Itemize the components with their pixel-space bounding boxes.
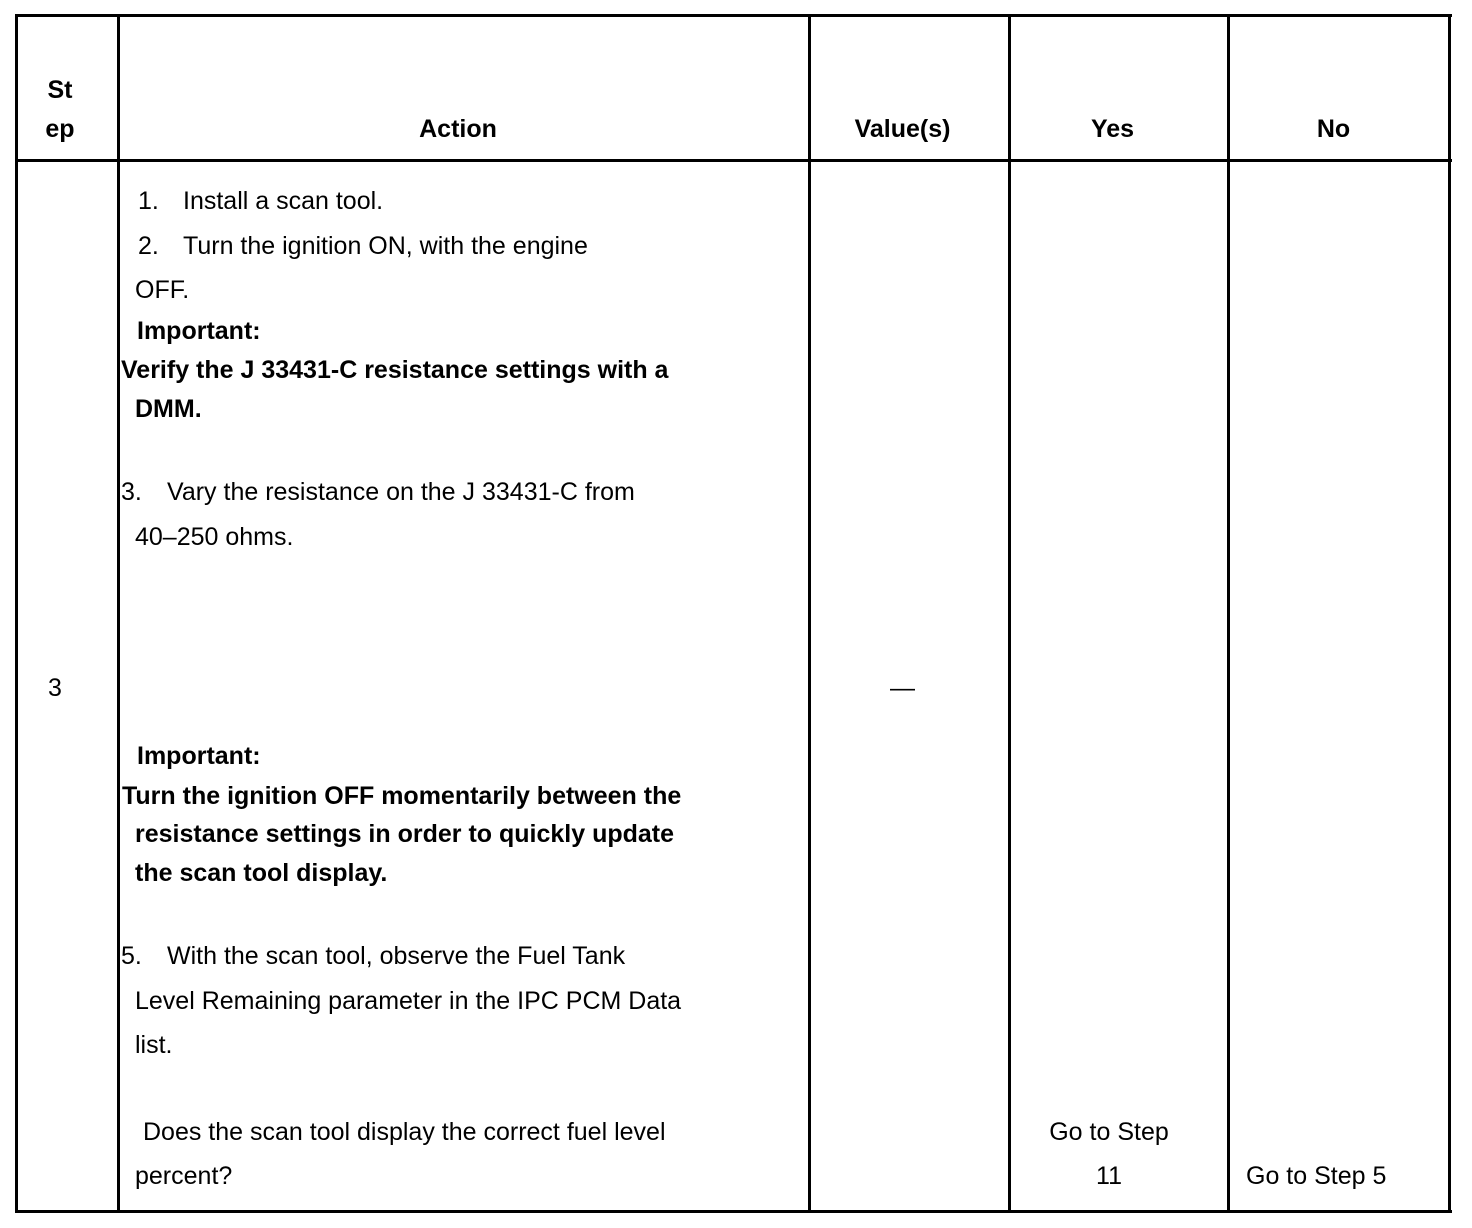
header-action: Action: [419, 115, 497, 143]
action-item3-text-line1: Vary the resistance on the J 33431-C from: [167, 478, 635, 506]
header-step-line1: St: [47, 76, 73, 104]
header-values: Value(s): [854, 115, 951, 143]
action-item3-number: 3.: [121, 478, 142, 506]
action-item3-text-line2: 40–250 ohms.: [135, 523, 294, 551]
table-border-top: [15, 14, 1452, 17]
header-divider: [15, 159, 1452, 162]
action-item5-text-line3: list.: [135, 1031, 173, 1059]
column-divider-action-value: [808, 14, 811, 1213]
table-border-right: [1448, 14, 1451, 1213]
header-yes: Yes: [1090, 115, 1135, 143]
header-step-line2: ep: [45, 115, 75, 143]
value-cell: —: [890, 674, 915, 702]
action-item1-number: 1.: [138, 187, 159, 215]
action-item2-number: 2.: [138, 232, 159, 260]
header-no: No: [1316, 115, 1351, 143]
question-line1: Does the scan tool display the correct fuel level: [143, 1118, 666, 1146]
important-note-2-line3: the scan tool display.: [135, 859, 388, 887]
action-item5-text-line2: Level Remaining parameter in the IPC PCM Data: [135, 987, 682, 1015]
action-item5-number: 5.: [121, 942, 142, 970]
table-border-bottom: [15, 1210, 1452, 1213]
important-note-1-line2: DMM.: [135, 395, 202, 423]
important-note-1-line1: Verify the J 33431-C resistance settings with a: [121, 356, 669, 384]
important-note-2-line1: Turn the ignition OFF momentarily between the: [122, 782, 682, 810]
yes-cell-line2: 11: [1096, 1162, 1122, 1190]
action-item2-text-line2: OFF.: [135, 276, 190, 304]
important-label-2: Important:: [137, 742, 261, 770]
important-note-2-line2: resistance settings in order to quickly update: [135, 820, 675, 848]
table-border-left: [15, 14, 18, 1213]
question-line2: percent?: [135, 1162, 233, 1190]
important-label-1: Important:: [137, 317, 261, 345]
action-item5-text-line1: With the scan tool, observe the Fuel Tank: [167, 942, 626, 970]
yes-cell-line1: Go to Step: [1049, 1118, 1169, 1146]
column-divider-value-yes: [1008, 14, 1011, 1213]
action-item1-text: Install a scan tool.: [183, 187, 384, 215]
column-divider-step-action: [117, 14, 120, 1213]
no-cell: Go to Step 5: [1246, 1162, 1387, 1190]
step-number: 3: [48, 674, 62, 702]
column-divider-yes-no: [1227, 14, 1230, 1213]
action-item2-text-line1: Turn the ignition ON, with the engine: [183, 232, 588, 260]
